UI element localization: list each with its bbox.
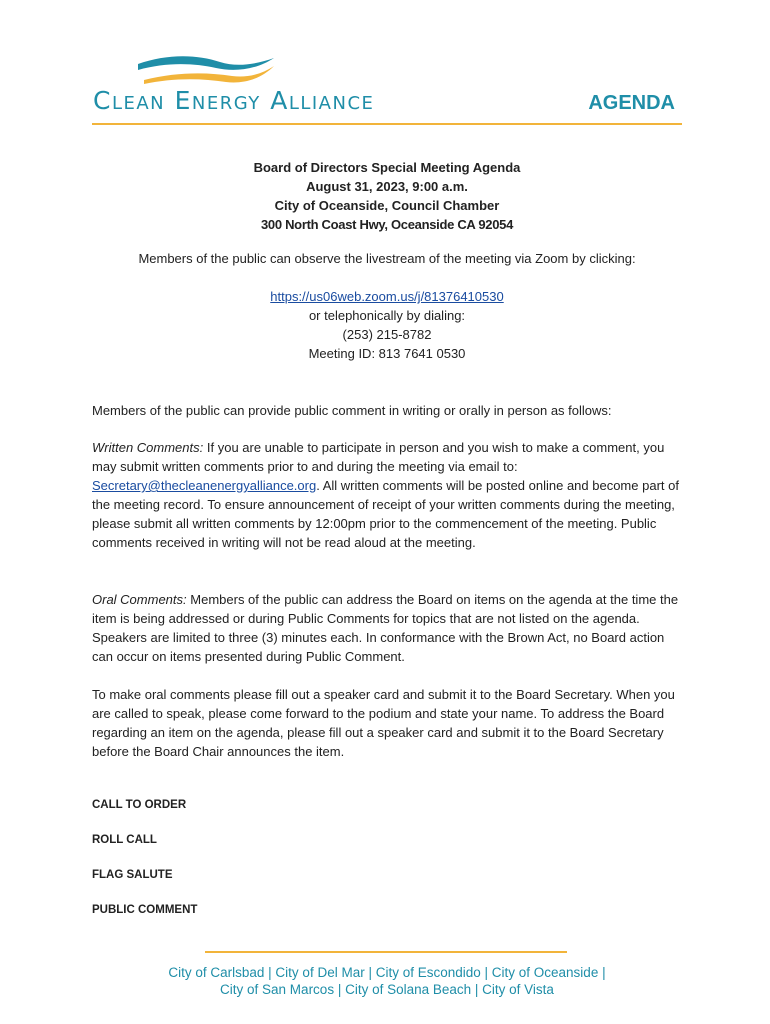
written-comments-paragraph (92, 438, 682, 552)
logo-wave-gold (144, 66, 274, 84)
livestream-block (92, 249, 682, 363)
meeting-title: Board of Directors Special Meeting Agenda (253, 160, 521, 175)
meeting-id: Meeting ID: 813 7641 0530 (308, 346, 466, 361)
written-comments-text-1: If you are unable to participate in person and you wish to make a comment, you may submit written comments prior to and during the meeting via email to: (92, 440, 665, 474)
section-call-to-order: CALL TO ORDER (92, 799, 187, 811)
oral-comments-text: Members of the public can address the Board on items on the agenda at the time the item is being addressed or during Public Comments for topics that are not listed on the agenda. Speakers are limited to three (3) minutes each. In conformance with the Brown Act, no Board action can occur on items presented during Public Comment. (92, 592, 679, 664)
doc-type-title: AGENDA (588, 92, 675, 114)
oral-comments-label: Oral Comments: (92, 592, 187, 607)
meeting-info (92, 158, 682, 234)
meeting-date: August 31, 2023, 9:00 a.m. (306, 179, 468, 194)
footer-cities-line-1: City of Carlsbad | City of Del Mar | City of Escondido | City of Oceanside | (168, 965, 606, 980)
footer-divider (205, 951, 567, 953)
clean-energy-alliance-logo (136, 50, 276, 86)
dial-intro: or telephonically by dialing: (308, 308, 466, 323)
section-flag-salute: FLAG SALUTE (92, 869, 173, 881)
member-cities-footer (92, 964, 682, 998)
section-roll-call: ROLL CALL (92, 834, 157, 846)
meeting-address: 300 North Coast Hwy, Oceanside CA 92054 (260, 217, 513, 232)
secretary-email-link[interactable]: Secretary@thecleanenergyalliance.org (92, 478, 317, 493)
phone-number: (253) 215-8782 (342, 327, 432, 342)
zoom-link[interactable]: https://us06web.zoom.us/j/81376410530 (270, 289, 504, 304)
oral-comments-paragraph (92, 590, 682, 666)
meeting-location: City of Oceanside, Council Chamber (274, 198, 500, 213)
speaker-card-paragraph: To make oral comments please fill out a speaker card and submit it to the Board Secretary. When you are called to speak, please come forward to the podium and state your name. To address the Board regarding an item on the agenda, please fill out a speaker card and submit it to the Board Secretary before the Board Chair announces the item. (92, 687, 675, 759)
header-divider (92, 123, 682, 125)
written-comments-text-2: . All written comments will be posted online and become part of the meeting record. To ensure announcement of receipt of your written comments during the meeting, please submit all written comments by 12:00pm prior to the commencement of the meeting. Public comments received in writing will not be read aloud at the meeting. (92, 478, 679, 550)
org-name: Clean Energy Alliance (93, 86, 375, 115)
section-public-comment: PUBLIC COMMENT (92, 904, 198, 916)
livestream-intro: Members of the public can observe the livestream of the meeting via Zoom by clicking: (138, 251, 636, 266)
logo-wave-blue (138, 56, 274, 70)
footer-cities-line-2: City of San Marcos | City of Solana Beach | City of Vista (220, 982, 554, 997)
public-comment-intro: Members of the public can provide public comment in writing or orally in person as follows: (92, 403, 612, 418)
written-comments-label: Written Comments: (92, 440, 204, 455)
